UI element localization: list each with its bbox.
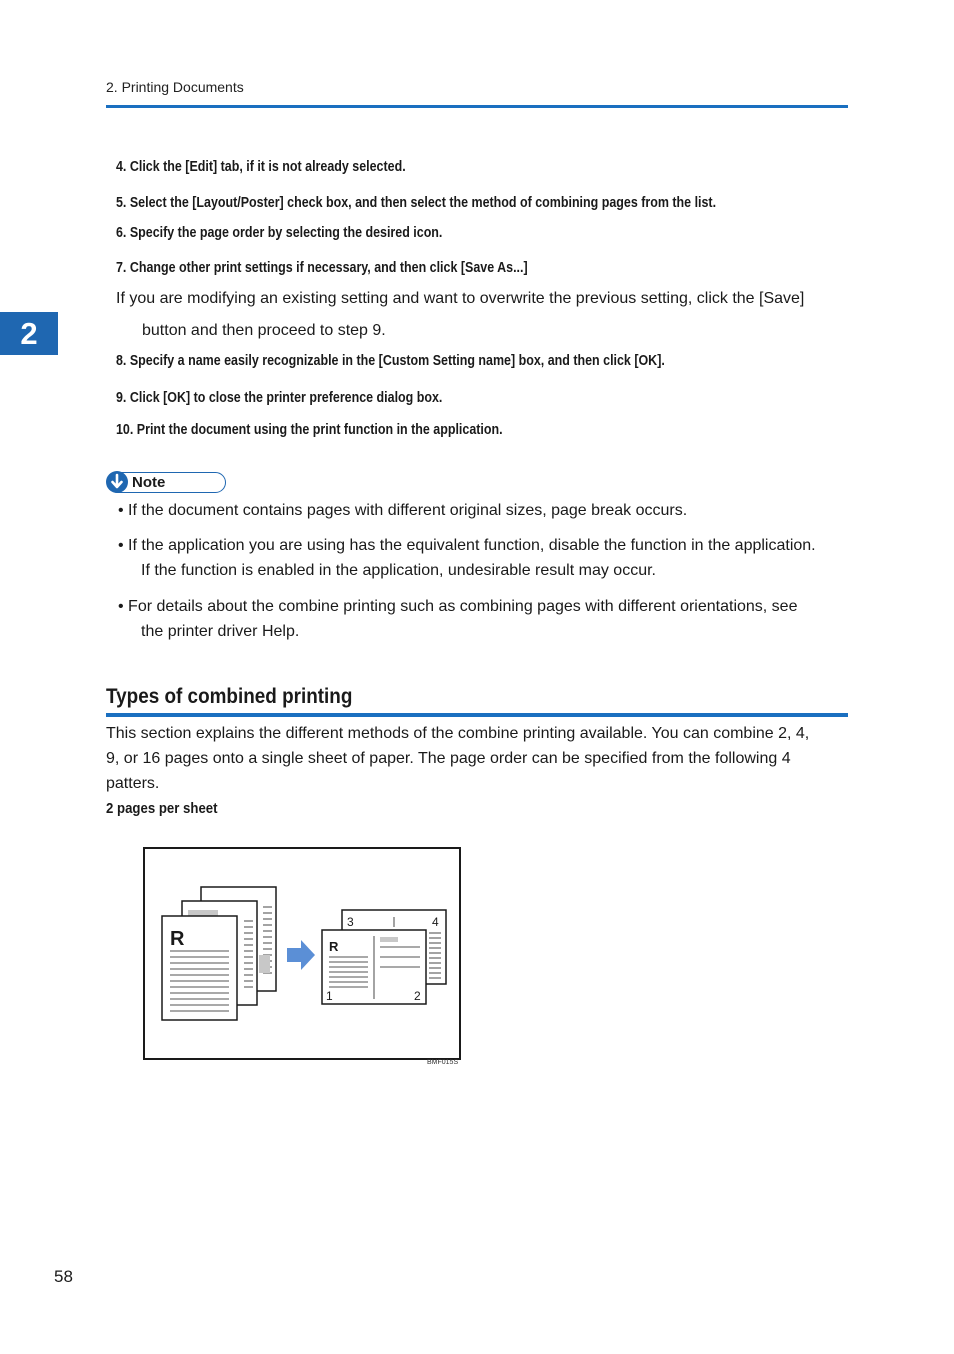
down-arrow-icon (106, 471, 128, 493)
subheading: 2 pages per sheet (106, 800, 218, 817)
step-6: 6. Specify the page order by selecting the desired icon. (116, 225, 443, 241)
step-9: 9. Click [OK] to close the printer preference dialog box. (116, 390, 443, 406)
step-7-detail-line-2: button and then proceed to step 9. (142, 322, 386, 339)
section-intro-line-3: patters. (106, 775, 160, 792)
step-7-detail-line-1: If you are modifying an existing setting and want to overwrite the previous setting, click the [Save] (116, 290, 805, 307)
section-title: Types of combined printing (106, 685, 353, 708)
original-letter: R (170, 928, 185, 950)
chapter-tab: 2 (0, 312, 58, 355)
header-rule (106, 105, 848, 108)
combine-2-pages-figure (143, 847, 461, 1060)
page-number-3: 3 (347, 915, 354, 929)
note-badge (107, 472, 226, 493)
note-item-3-continued: the printer driver Help. (141, 623, 300, 640)
step-7: 7. Change other print settings if necessary, and then click [Save As...] (116, 260, 528, 276)
running-head: 2. Printing Documents (106, 79, 244, 95)
note-label: Note (132, 474, 166, 491)
step-5: 5. Select the [Layout/Poster] check box, and then select the method of combining pages from the list. (116, 195, 717, 211)
section-intro-line-1: This section explains the different methods of the combine printing available. You can combine 2, 4, (106, 725, 810, 742)
step-4: 4. Click the [Edit] tab, if it is not already selected. (116, 159, 406, 175)
page-number-1: 1 (326, 989, 333, 1003)
section-intro-line-2: 9, or 16 pages onto a single sheet of paper. The page order can be specified from the following 4 (106, 750, 791, 767)
combined-letter: R (329, 939, 339, 954)
step-8: 8. Specify a name easily recognizable in the [Custom Setting name] box, and then click [OK]. (116, 353, 665, 369)
note-item-2-continued: If the function is enabled in the application, undesirable result may occur. (141, 562, 656, 579)
page-number-2: 2 (414, 989, 421, 1003)
page-number: 58 (54, 1267, 73, 1286)
note-item-1: • If the document contains pages with different original sizes, page break occurs. (118, 502, 688, 519)
section-rule (106, 713, 848, 717)
note-item-2: • If the application you are using has the equivalent function, disable the function in the application. (118, 537, 816, 554)
step-10: 10. Print the document using the print function in the application. (116, 422, 503, 438)
figure-code: BMF015S (427, 1059, 459, 1066)
page-number-4: 4 (432, 915, 439, 929)
note-item-3: • For details about the combine printing such as combining pages with different orientations, see (118, 598, 798, 615)
